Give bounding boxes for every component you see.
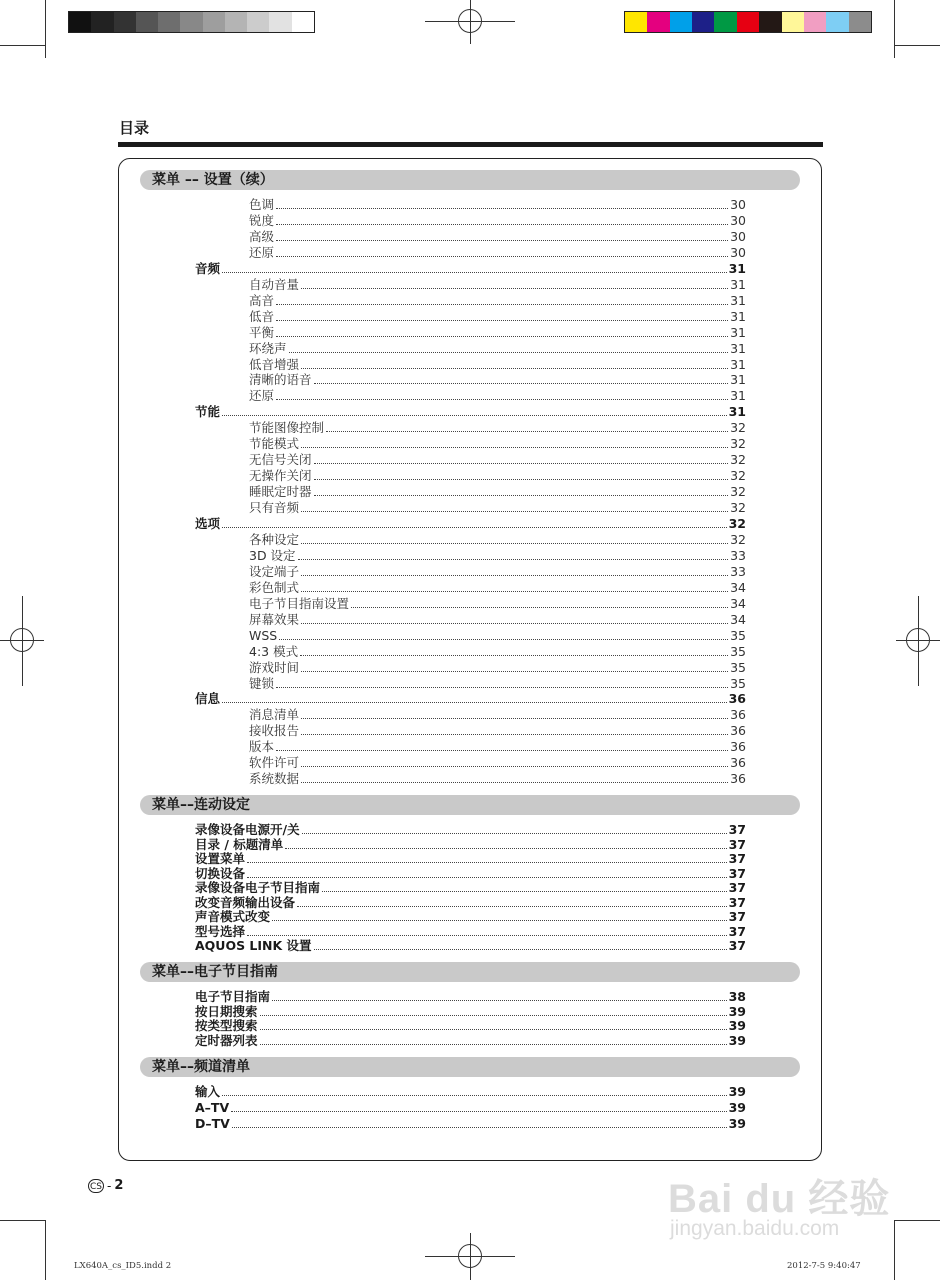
- section-header: 菜单––连动设定: [140, 795, 800, 815]
- toc-entry-page: 36: [730, 739, 746, 755]
- color-swatch: [158, 12, 180, 32]
- toc-entry-page: 37: [728, 909, 746, 924]
- registration-circle: [10, 628, 34, 652]
- toc-entry-text: 还原: [249, 388, 275, 404]
- section-header: 菜单––频道清单: [140, 1057, 800, 1077]
- toc-entry-text: 系统数据: [249, 771, 300, 787]
- toc-entry-main: [195, 261, 746, 277]
- section-header: 菜单 –– 设置（续）: [140, 170, 800, 190]
- toc-entry-sub: [249, 707, 746, 723]
- toc-entry-text: AQUOS LINK 设置: [195, 938, 312, 953]
- dot-leader: [322, 891, 727, 892]
- toc-entry-sub: [249, 452, 746, 468]
- toc-entry-text: 录像设备电源开/关: [195, 822, 300, 837]
- dot-leader: [276, 399, 728, 400]
- toc-entry-page: 32: [730, 420, 746, 436]
- crop-mark: [0, 1220, 45, 1221]
- dot-leader: [260, 1015, 727, 1016]
- toc-entry-sub: [249, 213, 746, 229]
- crop-mark: [45, 0, 46, 58]
- dot-leader: [301, 734, 728, 735]
- page-number: 2: [114, 1178, 124, 1193]
- toc-entry-page: 37: [728, 923, 746, 939]
- toc-entry-page: 30: [730, 197, 746, 212]
- crop-mark: [895, 1220, 940, 1221]
- toc-entry-text: 还原: [249, 244, 275, 260]
- toc-entry-text: 接收报告: [249, 723, 300, 739]
- dot-leader: [301, 447, 728, 448]
- toc-entry-text: 只有音频: [249, 500, 300, 516]
- toc-entry-sub: [249, 596, 746, 612]
- toc-entry-page: 33: [730, 563, 746, 579]
- toc-entry-text: 色调: [249, 197, 275, 212]
- toc-entry-text: 按日期搜索: [195, 1003, 258, 1019]
- toc-entry-page: 36: [730, 707, 746, 723]
- toc-entry-page: 36: [730, 723, 746, 739]
- toc-entry-page: 34: [730, 579, 746, 595]
- toc-entry-sub: [249, 739, 746, 755]
- toc-entry-text: 无信号关闭: [249, 452, 312, 468]
- toc-entry-text: 自动音量: [249, 276, 300, 292]
- toc-entry-text: 各种设定: [249, 531, 300, 547]
- toc-entry-page: 32: [730, 452, 746, 468]
- dot-leader: [260, 1044, 727, 1045]
- toc-entry-sub: [249, 372, 746, 388]
- toc-entry-sub: [249, 468, 746, 484]
- dot-leader: [301, 511, 728, 512]
- watermark: [668, 1167, 891, 1240]
- dot-leader: [276, 304, 728, 305]
- toc-entry-page: 39: [728, 1018, 746, 1033]
- toc-entry-page: 32: [728, 516, 746, 531]
- toc-entry-text: 版本: [249, 739, 275, 755]
- toc-entry-main: [195, 1033, 746, 1049]
- toc-entry-text: WSS: [249, 627, 278, 643]
- color-swatch: [714, 12, 736, 32]
- toc-entry-sub: [249, 676, 746, 692]
- crop-mark: [895, 45, 940, 46]
- toc-entry-main: [195, 404, 746, 420]
- toc-entry-text: 设定端子: [249, 563, 300, 579]
- gray-calibration-bar: [68, 11, 315, 33]
- language-badge: CS: [88, 1179, 104, 1193]
- toc-entry-sub: [249, 644, 746, 660]
- toc-entry-sub: [249, 484, 746, 500]
- crop-mark: [894, 0, 895, 58]
- toc-entry-text: 切换设备: [195, 865, 246, 881]
- color-swatch: [114, 12, 136, 32]
- color-swatch: [759, 12, 781, 32]
- toc-entry-text: 软件许可: [249, 755, 300, 771]
- color-swatch: [69, 12, 91, 32]
- crop-mark: [0, 45, 45, 46]
- toc-entry-page: 37: [728, 938, 746, 953]
- dot-leader: [301, 623, 728, 624]
- toc-entry-sub: [249, 341, 746, 357]
- toc-entry-sub: [249, 580, 746, 596]
- dot-leader: [222, 527, 727, 528]
- crop-mark: [894, 1220, 895, 1280]
- toc-entry-main: [195, 516, 746, 532]
- toc-entry-page: 36: [730, 755, 746, 771]
- registration-circle: [906, 628, 930, 652]
- section-header: 菜单––电子节目指南: [140, 962, 800, 982]
- toc-entry-page: 37: [728, 836, 746, 852]
- toc-entry-page: 34: [730, 611, 746, 627]
- toc-entry-sub: [249, 309, 746, 325]
- toc-entry-sub: [249, 245, 746, 261]
- toc-entry-page: 35: [730, 627, 746, 643]
- toc-entry-page: 37: [728, 851, 746, 866]
- toc-entry-text: 低音: [249, 308, 275, 324]
- dot-leader: [247, 862, 727, 863]
- print-slug-date: 2012-7-5 9:40:47: [787, 1261, 861, 1271]
- toc-entry-sub: [249, 532, 746, 548]
- page-number-block: [88, 1178, 123, 1193]
- toc-entry-text: 键锁: [249, 675, 275, 691]
- dot-leader: [247, 935, 727, 936]
- dot-leader: [314, 479, 729, 480]
- toc-entry-text: 睡眠定时器: [249, 484, 312, 500]
- toc-entry-text: 目录 / 标题清单: [195, 836, 284, 852]
- toc-entry-main: [195, 938, 746, 954]
- toc-entry-page: 35: [730, 675, 746, 691]
- toc-entry-text: 节能: [195, 404, 221, 420]
- toc-entry-sub: [249, 388, 746, 404]
- dot-leader: [232, 1127, 727, 1128]
- toc-entry-sub: [249, 325, 746, 341]
- dot-leader: [272, 920, 727, 921]
- dot-leader: [351, 607, 728, 608]
- toc-entry-page: 37: [728, 822, 746, 837]
- toc-entry-page: 31: [730, 292, 746, 308]
- color-swatch: [692, 12, 714, 32]
- toc-entry-text: 彩色制式: [249, 579, 300, 595]
- dot-leader: [276, 320, 728, 321]
- dot-leader: [231, 1111, 726, 1112]
- title-rule: [118, 142, 823, 147]
- dot-leader: [300, 655, 728, 656]
- toc-entry-text: D–TV: [195, 1115, 230, 1131]
- toc-entry-text: 消息清单: [249, 707, 300, 723]
- dot-leader: [276, 240, 728, 241]
- toc-entry-main: [195, 691, 746, 707]
- toc-entry-page: 31: [730, 372, 746, 388]
- dot-leader: [222, 1095, 727, 1096]
- dot-leader: [302, 833, 727, 834]
- toc-entry-text: 输入: [195, 1084, 221, 1099]
- color-swatch: [203, 12, 225, 32]
- toc-entry-sub: [249, 277, 746, 293]
- dot-leader: [222, 702, 727, 703]
- dot-leader: [301, 766, 728, 767]
- toc-entry-sub: [249, 357, 746, 373]
- toc-entry-main: [195, 1116, 746, 1132]
- dot-leader: [222, 415, 727, 416]
- toc-entry-page: 30: [730, 228, 746, 244]
- dot-leader: [314, 949, 727, 950]
- color-swatch: [625, 12, 647, 32]
- toc-entry-sub: [249, 197, 746, 213]
- dot-leader: [297, 906, 727, 907]
- toc-entry-page: 31: [730, 308, 746, 324]
- dot-leader: [222, 272, 727, 273]
- dot-leader: [314, 463, 729, 464]
- color-swatch: [826, 12, 848, 32]
- dot-leader: [301, 782, 728, 783]
- toc-entry-sub: [249, 436, 746, 452]
- toc-entry-text: 高级: [249, 228, 275, 244]
- toc-entry-page: 30: [730, 244, 746, 260]
- toc-entry-text: 电子节目指南: [195, 989, 271, 1004]
- color-swatch: [225, 12, 247, 32]
- toc-entry-page: 31: [730, 324, 746, 340]
- toc-entry-text: 信息: [195, 691, 221, 707]
- toc-entry-main: [195, 1100, 746, 1116]
- toc-entry-text: 定时器列表: [195, 1032, 258, 1048]
- dot-leader: [276, 224, 728, 225]
- toc-entry-page: 35: [730, 659, 746, 675]
- color-swatch: [849, 12, 871, 32]
- toc-entry-text: 改变音频输出设备: [195, 894, 296, 910]
- toc-entry-text: 音频: [195, 260, 221, 276]
- toc-entry-page: 32: [730, 484, 746, 500]
- toc-entry-text: 游戏时间: [249, 659, 300, 675]
- color-calibration-bar: [624, 11, 872, 33]
- dot-leader: [289, 352, 729, 353]
- dot-leader: [285, 848, 726, 849]
- color-swatch: [670, 12, 692, 32]
- toc-entry-text: 环绕声: [249, 340, 287, 356]
- toc-entry-page: 32: [730, 468, 746, 484]
- toc-entry-text: 无操作关闭: [249, 468, 312, 484]
- toc-entry-page: 31: [728, 260, 746, 276]
- toc-entry-sub: [249, 755, 746, 771]
- dot-leader: [314, 495, 729, 496]
- toc-entry-page: 37: [728, 880, 746, 895]
- toc-entry-page: 31: [730, 340, 746, 356]
- color-swatch: [292, 12, 314, 32]
- color-swatch: [737, 12, 759, 32]
- page-number-separator: -: [107, 1178, 112, 1193]
- toc-entry-page: 36: [728, 691, 746, 707]
- color-swatch: [180, 12, 202, 32]
- toc-entry-text: 清晰的语音: [249, 372, 312, 388]
- toc-entry-page: 38: [728, 989, 746, 1004]
- toc-entry-page: 39: [728, 1099, 746, 1115]
- page-title: 目录: [119, 119, 150, 137]
- toc-entry-page: 31: [730, 388, 746, 404]
- toc-entry-page: 32: [730, 531, 746, 547]
- dot-leader: [260, 1029, 727, 1030]
- toc-entry-sub: [249, 420, 746, 436]
- toc-entry-text: 按类型搜索: [195, 1018, 258, 1033]
- toc-entry-text: 高音: [249, 292, 275, 308]
- toc-entry-text: 节能图像控制: [249, 420, 325, 436]
- toc-entry-page: 39: [728, 1032, 746, 1048]
- crop-mark: [45, 1220, 46, 1280]
- toc-entry-page: 31: [730, 276, 746, 292]
- toc-entry-sub: [249, 628, 746, 644]
- toc-entry-sub: [249, 612, 746, 628]
- dot-leader: [276, 750, 728, 751]
- registration-circle: [458, 1244, 482, 1268]
- toc-entry-page: 37: [728, 865, 746, 881]
- dot-leader: [301, 368, 728, 369]
- dot-leader: [301, 288, 728, 289]
- toc-entry-page: 34: [730, 595, 746, 611]
- toc-entry-text: 3D 设定: [249, 547, 296, 563]
- toc-entry-page: 32: [730, 436, 746, 452]
- toc-entry-text: 设置菜单: [195, 851, 246, 866]
- toc-entry-page: 39: [728, 1084, 746, 1099]
- dot-leader: [272, 1000, 727, 1001]
- color-swatch: [269, 12, 291, 32]
- dot-leader: [301, 543, 728, 544]
- watermark-url: jingyan.baidu.com: [670, 1217, 840, 1240]
- dot-leader: [276, 336, 728, 337]
- dot-leader: [276, 208, 728, 209]
- toc-entry-page: 39: [728, 1115, 746, 1131]
- color-swatch: [782, 12, 804, 32]
- color-swatch: [247, 12, 269, 32]
- toc-entry-page: 31: [728, 404, 746, 420]
- toc-entry-page: 39: [728, 1003, 746, 1019]
- toc-entry-sub: [249, 500, 746, 516]
- dot-leader: [276, 687, 728, 688]
- dot-leader: [298, 559, 729, 560]
- toc-entry-main: [195, 1084, 746, 1100]
- toc-entry-text: 低音增强: [249, 356, 300, 372]
- color-swatch: [136, 12, 158, 32]
- toc-entry-sub: [249, 771, 746, 787]
- dot-leader: [326, 431, 728, 432]
- dot-leader: [301, 671, 728, 672]
- toc-entry-sub: [249, 723, 746, 739]
- dot-leader: [301, 591, 728, 592]
- registration-circle: [458, 9, 482, 33]
- toc-entry-page: 35: [730, 643, 746, 659]
- dot-leader: [301, 718, 728, 719]
- dot-leader: [314, 383, 729, 384]
- dot-leader: [247, 877, 727, 878]
- toc-entry-text: 电子节目指南设置: [249, 595, 350, 611]
- dot-leader: [301, 575, 728, 576]
- toc-entry-text: 型号选择: [195, 923, 246, 939]
- toc-entry-text: 4:3 模式: [249, 643, 299, 659]
- toc-entry-page: 31: [730, 356, 746, 372]
- toc-entry-text: 锐度: [249, 212, 275, 228]
- dot-leader: [276, 256, 728, 257]
- color-swatch: [804, 12, 826, 32]
- toc-entry-sub: [249, 548, 746, 564]
- watermark-logo: Bai du 经验: [668, 1177, 891, 1221]
- print-slug-file: LX640A_cs_ID5.indd 2: [74, 1261, 172, 1271]
- toc-entry-sub: [249, 229, 746, 245]
- dot-leader: [279, 639, 728, 640]
- toc-entry-sub: [249, 564, 746, 580]
- toc-entry-page: 32: [730, 500, 746, 516]
- toc-entry-page: 33: [730, 547, 746, 563]
- toc-entry-sub: [249, 660, 746, 676]
- toc-entry-page: 30: [730, 212, 746, 228]
- color-swatch: [647, 12, 669, 32]
- toc-entry-page: 36: [730, 771, 746, 787]
- toc-entry-text: 节能模式: [249, 436, 300, 452]
- toc-entry-text: 录像设备电子节目指南: [195, 880, 321, 895]
- toc-entry-page: 37: [728, 894, 746, 910]
- color-swatch: [91, 12, 113, 32]
- toc-entry-sub: [249, 293, 746, 309]
- toc-entry-text: 屏幕效果: [249, 611, 300, 627]
- toc-entry-text: 平衡: [249, 324, 275, 340]
- toc-entry-text: 声音模式改变: [195, 909, 271, 924]
- toc-entry-text: A–TV: [195, 1099, 230, 1115]
- toc-entry-text: 选项: [195, 516, 221, 531]
